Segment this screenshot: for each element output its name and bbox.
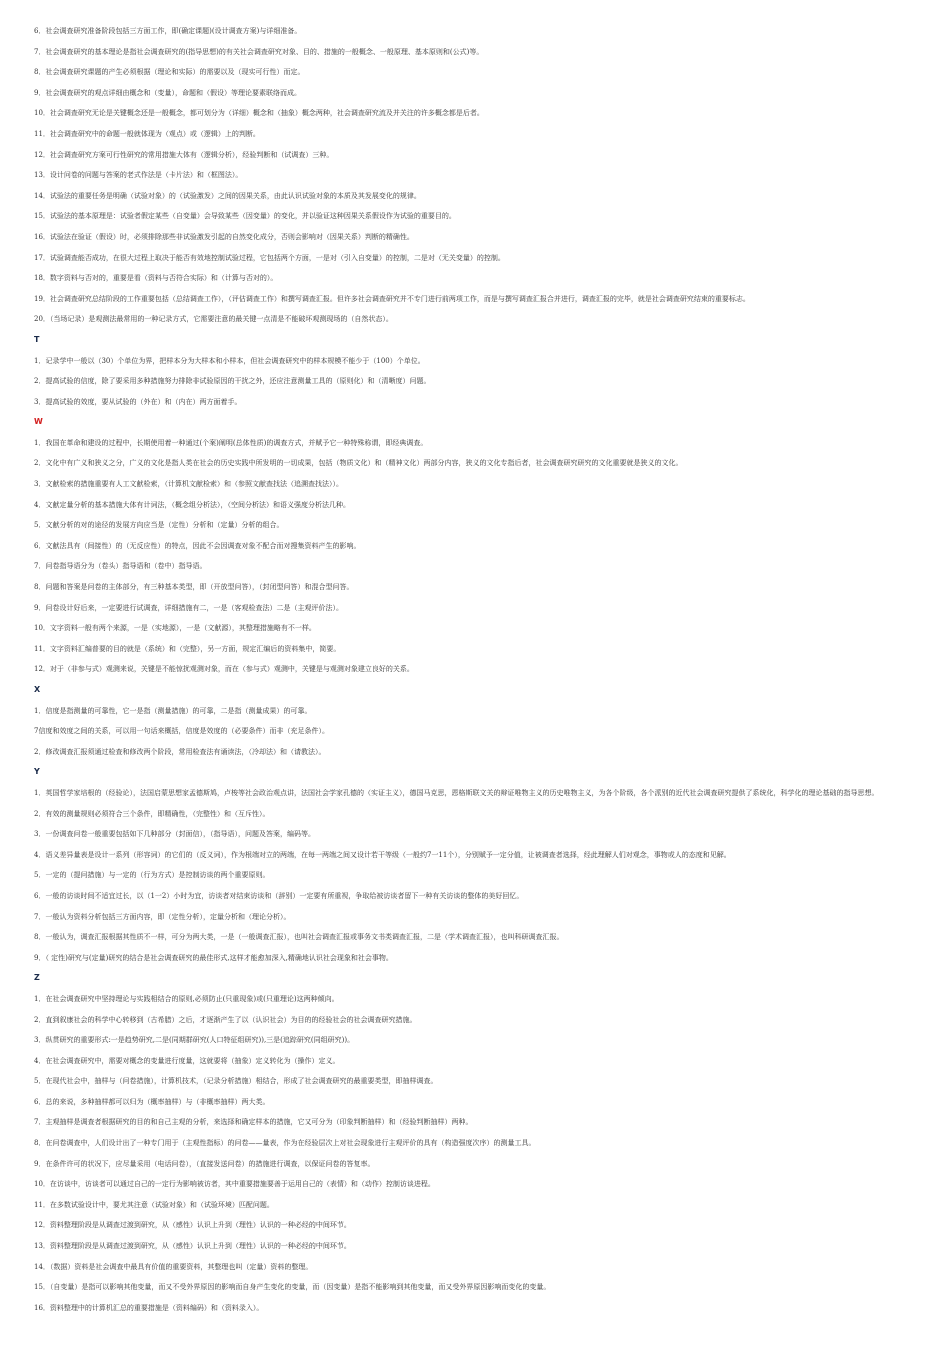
question-line: 11．在多数试验设计中，要尤其注意（试验对象）和（试验环境）匹配问题。 bbox=[34, 1200, 274, 1209]
question-line: 3．提高试验的效度，要从试验的（外在）和（内在）两方面着手。 bbox=[34, 397, 242, 406]
question-line: 7．一般认为资料分析包括三方面内容，即（定性分析），定量分析和（理论分析）。 bbox=[34, 912, 291, 921]
question-line: 15．（自变量）是指可以影响其他变量，而又不受外界原因的影响而自身产生变化的变量，而（因变量）是指不能影响到其他变量，而又受外界原因影响而变化的变量。 bbox=[34, 1283, 551, 1292]
question-line: 14．试验法的重要任务是明确（试验对象）的（试验激发）之间的因果关系，由此认识试验对象的本质及其发展变化的规律。 bbox=[34, 191, 421, 200]
question-line: 7．主观抽样是调查者根据研究的目的和自己主观的分析，来选择和确定样本的措施，它又可分为（印象判断抽样）和（经验判断抽样）两种。 bbox=[34, 1118, 473, 1127]
question-line: 3．文献检索的措施重要有人工文献检索，（计算机文献检索）和（参照文献查找法（追溯查找法））。 bbox=[34, 480, 343, 489]
question-line: 10．社会调查研究无论是关键概念还是一般概念，都可划分为（详细）概念和（抽象）概念两种，社会调查研究流及并关注的许多概念都是后者。 bbox=[34, 109, 484, 118]
question-line: 4．文献定量分析的基本措施大体有计词法，（概念组分析法），（空间分析法）和语义强度分析法几种。 bbox=[34, 500, 350, 509]
question-line: 9．（ 定性)研究与(定量)研究的结合是社会调查研究的最佳形式,这样才能愈加深入,精确地认识社会现象和社会事物。 bbox=[34, 953, 393, 962]
question-line: 1．信度是指测量的可靠性，它一是指（测量措施）的可靠，二是指（测量成果）的可靠。 bbox=[34, 706, 312, 715]
question-line: 6．社会调查研究准备阶段包括三方面工作，即(确定课题)(设计调查方案)与详细准备。 bbox=[34, 27, 302, 35]
question-line: 2．直到叙康社会的科学中心转移到（古希腊）之后，才逐渐产生了以（认识社会）为目的的经验社会的社会调查研究措施。 bbox=[34, 1015, 417, 1024]
question-line: 4．在社会调查研究中，需要对概念的变量进行度量，这就要将（抽象）定义转化为（操作）定义。 bbox=[34, 1056, 340, 1065]
section-heading: Y bbox=[34, 767, 40, 777]
question-line: 1．我国在革命和建设的过程中，长期使用着一种通过(个案)阐明(总体性质)的调查方式，并赋予它一种特殊称谓，即经典调查。 bbox=[34, 438, 428, 447]
question-line: 2．文化中有广义和狭义之分，广义的文化是指人类在社会的历史实践中所发明的一切成果，包括（物质文化）和（精神文化）两部分内容，狭义的文化专指后者，社会调查研究研究的文化重要就是狭义的文化。 bbox=[34, 459, 683, 468]
section-heading: Z bbox=[34, 973, 40, 983]
section-heading: X bbox=[34, 685, 41, 694]
question-line: 11．文字资料汇编普要的目的就是（系统）和（完整），另一方面，规定汇编后的资料集中，简要。 bbox=[34, 644, 341, 653]
question-line: 1．在社会调查研究中坚持理论与实践相结合的原则,必须防止(只重现象)或(只重理论)这两种倾向。 bbox=[34, 994, 339, 1003]
question-line: 10．文字资料一般有两个来源，一是（实地源），一是（文献源），其整理措施略有不一样。 bbox=[34, 624, 316, 633]
question-line: 5．在现代社会中，抽样与（问卷措施），计算机技术，（记录分析措施）相结合，形成了社会调查研究的最重要类型，即抽样调查。 bbox=[34, 1077, 438, 1086]
question-line: 7信度和效度之间的关系，可以用一句话来概括，信度是效度的（必要条件）而非（充足条件）。 bbox=[34, 727, 329, 736]
question-line: 6．一般的访谈时间不适宜过长，以（1一2）小时为宜，访谈者对结束访谈和（辞别）一定要有所重视，争取给被访谈者留下一种有关访谈的整体的美好回忆。 bbox=[34, 891, 524, 900]
question-line: 18．数字资料与否对的，重要是看（资料与否符合实际）和（计算与否对的）。 bbox=[34, 274, 278, 283]
question-line: 13．设计问卷的问题与答案的老式作法是（卡片法）和（框图法）。 bbox=[34, 171, 243, 180]
question-line: 5．一定的（提问措施）与一定的（行为方式）是控制访谈的两个重要原则。 bbox=[34, 871, 270, 880]
question-line: 12．资料整理阶段是从调查过渡到研究，从（感性）认识上升到（理性）认识的一种必经的中间环节。 bbox=[34, 1221, 351, 1230]
question-line: 7．社会调查研究的基本理论是指社会调查研究的(指导思想)的有关社会调查研究对象、目的、措施的一般概念、一般原理、基本原则和(公式)等。 bbox=[34, 47, 484, 56]
question-line: 16．资料整理中的计算机汇总的重要措施是（资料编码）和（资料录入）。 bbox=[34, 1303, 264, 1312]
question-line: 3．一份调查问卷一般重要包括如下几种部分（封面信），（指导语），问题及答案，编码等。 bbox=[34, 830, 315, 839]
question-line: 14．（数据）资料是社会调查中最具有价值的重要资料，其整理也叫（定量）资料的整理。 bbox=[34, 1262, 313, 1271]
question-line: 8．社会调查研究课题的产生必须根据（理论和实际）的需要以及（现实可行性）而定。 bbox=[34, 68, 305, 77]
question-line: 9．在条件许可的状况下，应尽量采用（电话问卷），（直接发送问卷）的措施进行调查，以保证问卷的答复率。 bbox=[34, 1159, 375, 1168]
question-line: 9．社会调查研究的观点详细由概念和（变量），命题和（假设）等理论要素联络而成。 bbox=[34, 88, 301, 97]
question-line: 2．提高试验的信度，除了要采用多种措施努力排除非试验原因的干扰之外，还应注意测量工具的（原则化）和（清晰度）问题。 bbox=[34, 377, 431, 386]
question-line: 10．在访谈中，访谈者可以通过自己的一定行为影响被访者，其中重要措施要善于运用自己的（表情）和（动作）控制访谈进程。 bbox=[34, 1180, 435, 1189]
question-line: 1．记录学中一般以（30）个单位为界，把样本分为大样本和小样本，但社会调查研究中的样本规模不能少于（100）个单位。 bbox=[34, 356, 425, 365]
question-line: 5．文献分析的对的途径的发展方向应当是（定性）分析和（定量）分析的组合。 bbox=[34, 521, 284, 530]
document-page bbox=[34, 26, 914, 1323]
question-line: 9．问卷设计好后来，一定要进行试调查，详细措施有二，一是（客观检查法）二是（主观评价法）。 bbox=[34, 603, 343, 612]
question-line: 12．社会调查研究方案可行性研究的常用措施大体有（逻辑分析），经验判断和（试调查）三种。 bbox=[34, 150, 334, 159]
question-line: 12．对于（非参与式）观测来说，关键是不能惊扰观测对象，而在（参与式）观测中，关键是与观测对象建立良好的关系。 bbox=[34, 665, 414, 674]
question-line: 3．纵贯研究的重要形式:一是趋势研究,二是(同期群研究(人口特征组研究)),三是(追踪研究(同组研究))。 bbox=[34, 1036, 355, 1045]
question-line: 7．问卷指导语分为（卷头）指导语和（卷中）指导语。 bbox=[34, 562, 207, 571]
question-line: 16．试验法在验证（假设）时，必须排除那些非试验激发引起的自然变化成分，否则会影响对（因果关系）判断的精确性。 bbox=[34, 232, 414, 241]
question-line: 8．问题和答案是问卷的主体部分，有三种基本类型，即（开放型问答），（封闭型问答）和混合型问答。 bbox=[34, 583, 354, 592]
question-line: 11．社会调查研究中的命题一般就体现为（观点）或（逻辑）上的判断。 bbox=[34, 129, 260, 138]
question-line: 19．社会调查研究总结阶段的工作重要包括（总结调查工作），（评估调查工作）和撰写调查汇报。但许多社会调查研究并不专门进行前两项工作，而是与撰写调查汇报合并进行，调查汇报的完毕，就是社会调查研究结束的重要标志。 bbox=[34, 294, 750, 303]
question-line: 13．资料整理阶段是从调查过渡到研究，从（感性）认识上升到（理性）认识的一种必经的中间环节。 bbox=[34, 1242, 351, 1251]
section-heading: W bbox=[34, 417, 43, 427]
question-line: 17．试验调查能否成功，在很大过程上取决于能否有效地控制试验过程，它包括两个方面，一是对（引入自变量）的控制，二是对（无关变量）的控制。 bbox=[34, 253, 505, 262]
question-line: 15．试验法的基本原理是：试验者假定某些（自变量）会导致某些（因变量）的变化，并以验证这种因果关系假设作为试验的重要目的。 bbox=[34, 212, 456, 221]
question-line: 8．在问卷调查中，人们设计出了一种专门用于（主观性指标）的问卷——量表，作为在经验层次上对社会现象进行主观评价的具有（构造强度次序）的测量工具。 bbox=[34, 1139, 536, 1148]
question-line: 20．（当场记录）是观测法最常用的一种记录方式，它需要注意的最关键一点清是不能破坏观测现场的（自然状态）。 bbox=[34, 315, 393, 324]
question-line: 6．文献法具有（间接性）的（无反应性）的特点，因此不会因调查对象不配合而对搜集资料产生的影响。 bbox=[34, 541, 361, 550]
section-heading: T bbox=[34, 334, 40, 344]
question-line: 2．修改调查汇报须通过检查和修改两个阶段，常用检查法有诵读法，（冷却法）和（请教法）。 bbox=[34, 747, 326, 756]
question-line: 8．一般认为，调查汇报根据其性质不一样，可分为两大类，一是（一般调查汇报），也叫社会调查汇报或事务文书类调查汇报，二是（学术调查汇报），也叫科研调查汇报。 bbox=[34, 933, 564, 942]
question-line: 2．有效的测量规则必须符合三个条件，即精确性，（完整性）和（互斥性）。 bbox=[34, 809, 270, 818]
question-line: 6．总的来说，多种抽样都可以归为（概率抽样）与（非概率抽样）两大类。 bbox=[34, 1097, 270, 1106]
question-line: 4．语义差异量表是设计一系列（形容词）的它们的（反义词），作为根端对立的两端，在每一两端之间又设计若干等级（一般约7一11个），分别赋予一定分值，让被调查者选择，经此理解人们对观念，事物或人的态度和见解。 bbox=[34, 850, 731, 859]
question-line: 1．英国哲学家培根的（经验论），法国启蒙思想家孟德斯鸠，卢梭等社会政治观点讲，法国社会学家孔德的（实证主义），德国马克思，恩格斯联文关的辩证唯物主义的历史唯物主义，为各个阶级，各个派别的近代社会调查研究提供了系统化，科学化的理论基础的指导思想。 bbox=[34, 788, 879, 797]
